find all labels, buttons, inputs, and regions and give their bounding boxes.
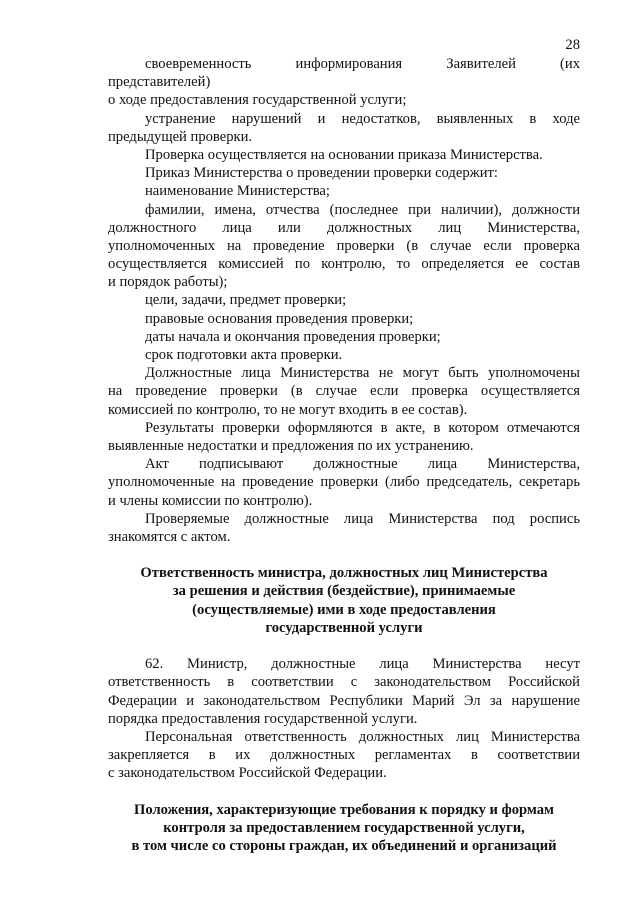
page-number: 28 [565,37,580,53]
paragraph-line: Персональная ответственность должностных лиц Министерства [145,728,580,745]
paragraph-line: предыдущей проверки. [108,128,253,145]
paragraph-line: Проверка осуществляется на основании приказа Министерства. [145,146,543,163]
section-heading-line: контроля за предоставлением государственной услуги, [163,819,525,836]
paragraph-line: знакомятся с актом. [108,528,231,545]
paragraph-line: представителей) [108,74,211,91]
section-heading-line: (осуществляемые) ими в ходе предоставления [192,601,496,618]
paragraph-line: 62. Министр, должностные лица Министерства несут [145,656,580,673]
paragraph-line: о ходе предоставления государственной услуги; [108,92,407,109]
paragraph-line: Проверяемые должностные лица Министерства под роспись [145,510,580,527]
paragraph-line: фамилии, имена, отчества (последнее при наличии), должности [145,201,580,218]
paragraph-line: Федерации и законодательством Республики Марий Эл за нарушение [108,692,580,709]
section-heading-line: Положения, характеризующие требования к порядку и формам [134,801,554,818]
section-heading-line: в том числе со стороны граждан, их объединений и организаций [131,838,557,855]
paragraph-line: Акт подписывают должностные лица Министерства, [145,456,580,473]
paragraph-line: уполномоченные на проведение проверки (либо председатель, секретарь [108,474,580,491]
paragraph-line: комиссией по контролю, то не могут входить в ее состав). [108,401,468,418]
paragraph-line: уполномоченных на проведение проверки (в случае если проверка [108,237,580,254]
paragraph-line: выявленные недостатки и предложения по их устранению. [108,437,474,454]
paragraph-line: осуществляется комиссией по контролю, то определяется ее состав [108,256,580,273]
paragraph-line: Результаты проверки оформляются в акте, в котором отмечаются [145,419,580,436]
paragraph-line: на проведение проверки (в случае если проверка осуществляется [108,383,580,400]
paragraph-line: с законодательством Российской Федерации. [108,765,387,782]
paragraph-line: даты начала и окончания проведения проверки; [145,328,441,345]
paragraph-line: правовые основания проведения проверки; [145,310,414,327]
paragraph-line: Должностные лица Министерства не могут быть уполномочены [145,365,580,382]
paragraph-line: порядка предоставления государственной услуги. [108,710,418,727]
paragraph-line: и члены комиссии по контролю). [108,492,313,509]
paragraph-line: устранение нарушений и недостатков, выявленных в ходе [145,110,580,127]
paragraph-line: Приказ Министерства о проведении проверки содержит: [145,165,498,182]
paragraph-line: срок подготовки акта проверки. [145,347,343,363]
section-heading-line: за решения и действия (бездействие), принимаемые [172,583,516,600]
section-heading-line: государственной услуги [265,619,423,636]
paragraph-line: своевременность информирования Заявителей (их [145,56,580,72]
section-heading-line: Ответственность министра, должностных лиц Министерства [140,565,548,582]
document-body [108,55,580,855]
paragraph-line: ответственность в соответствии с законодательством Российской [108,674,580,691]
paragraph-line: цели, задачи, предмет проверки; [145,292,347,309]
paragraph-line: закрепляется в их должностных регламентах в соответствии [108,747,580,764]
paragraph-line: должностного лица или должностных лиц Министерства, [108,219,580,236]
paragraph-line: наименование Министерства; [145,183,330,200]
paragraph-line: и порядок работы); [108,274,228,291]
